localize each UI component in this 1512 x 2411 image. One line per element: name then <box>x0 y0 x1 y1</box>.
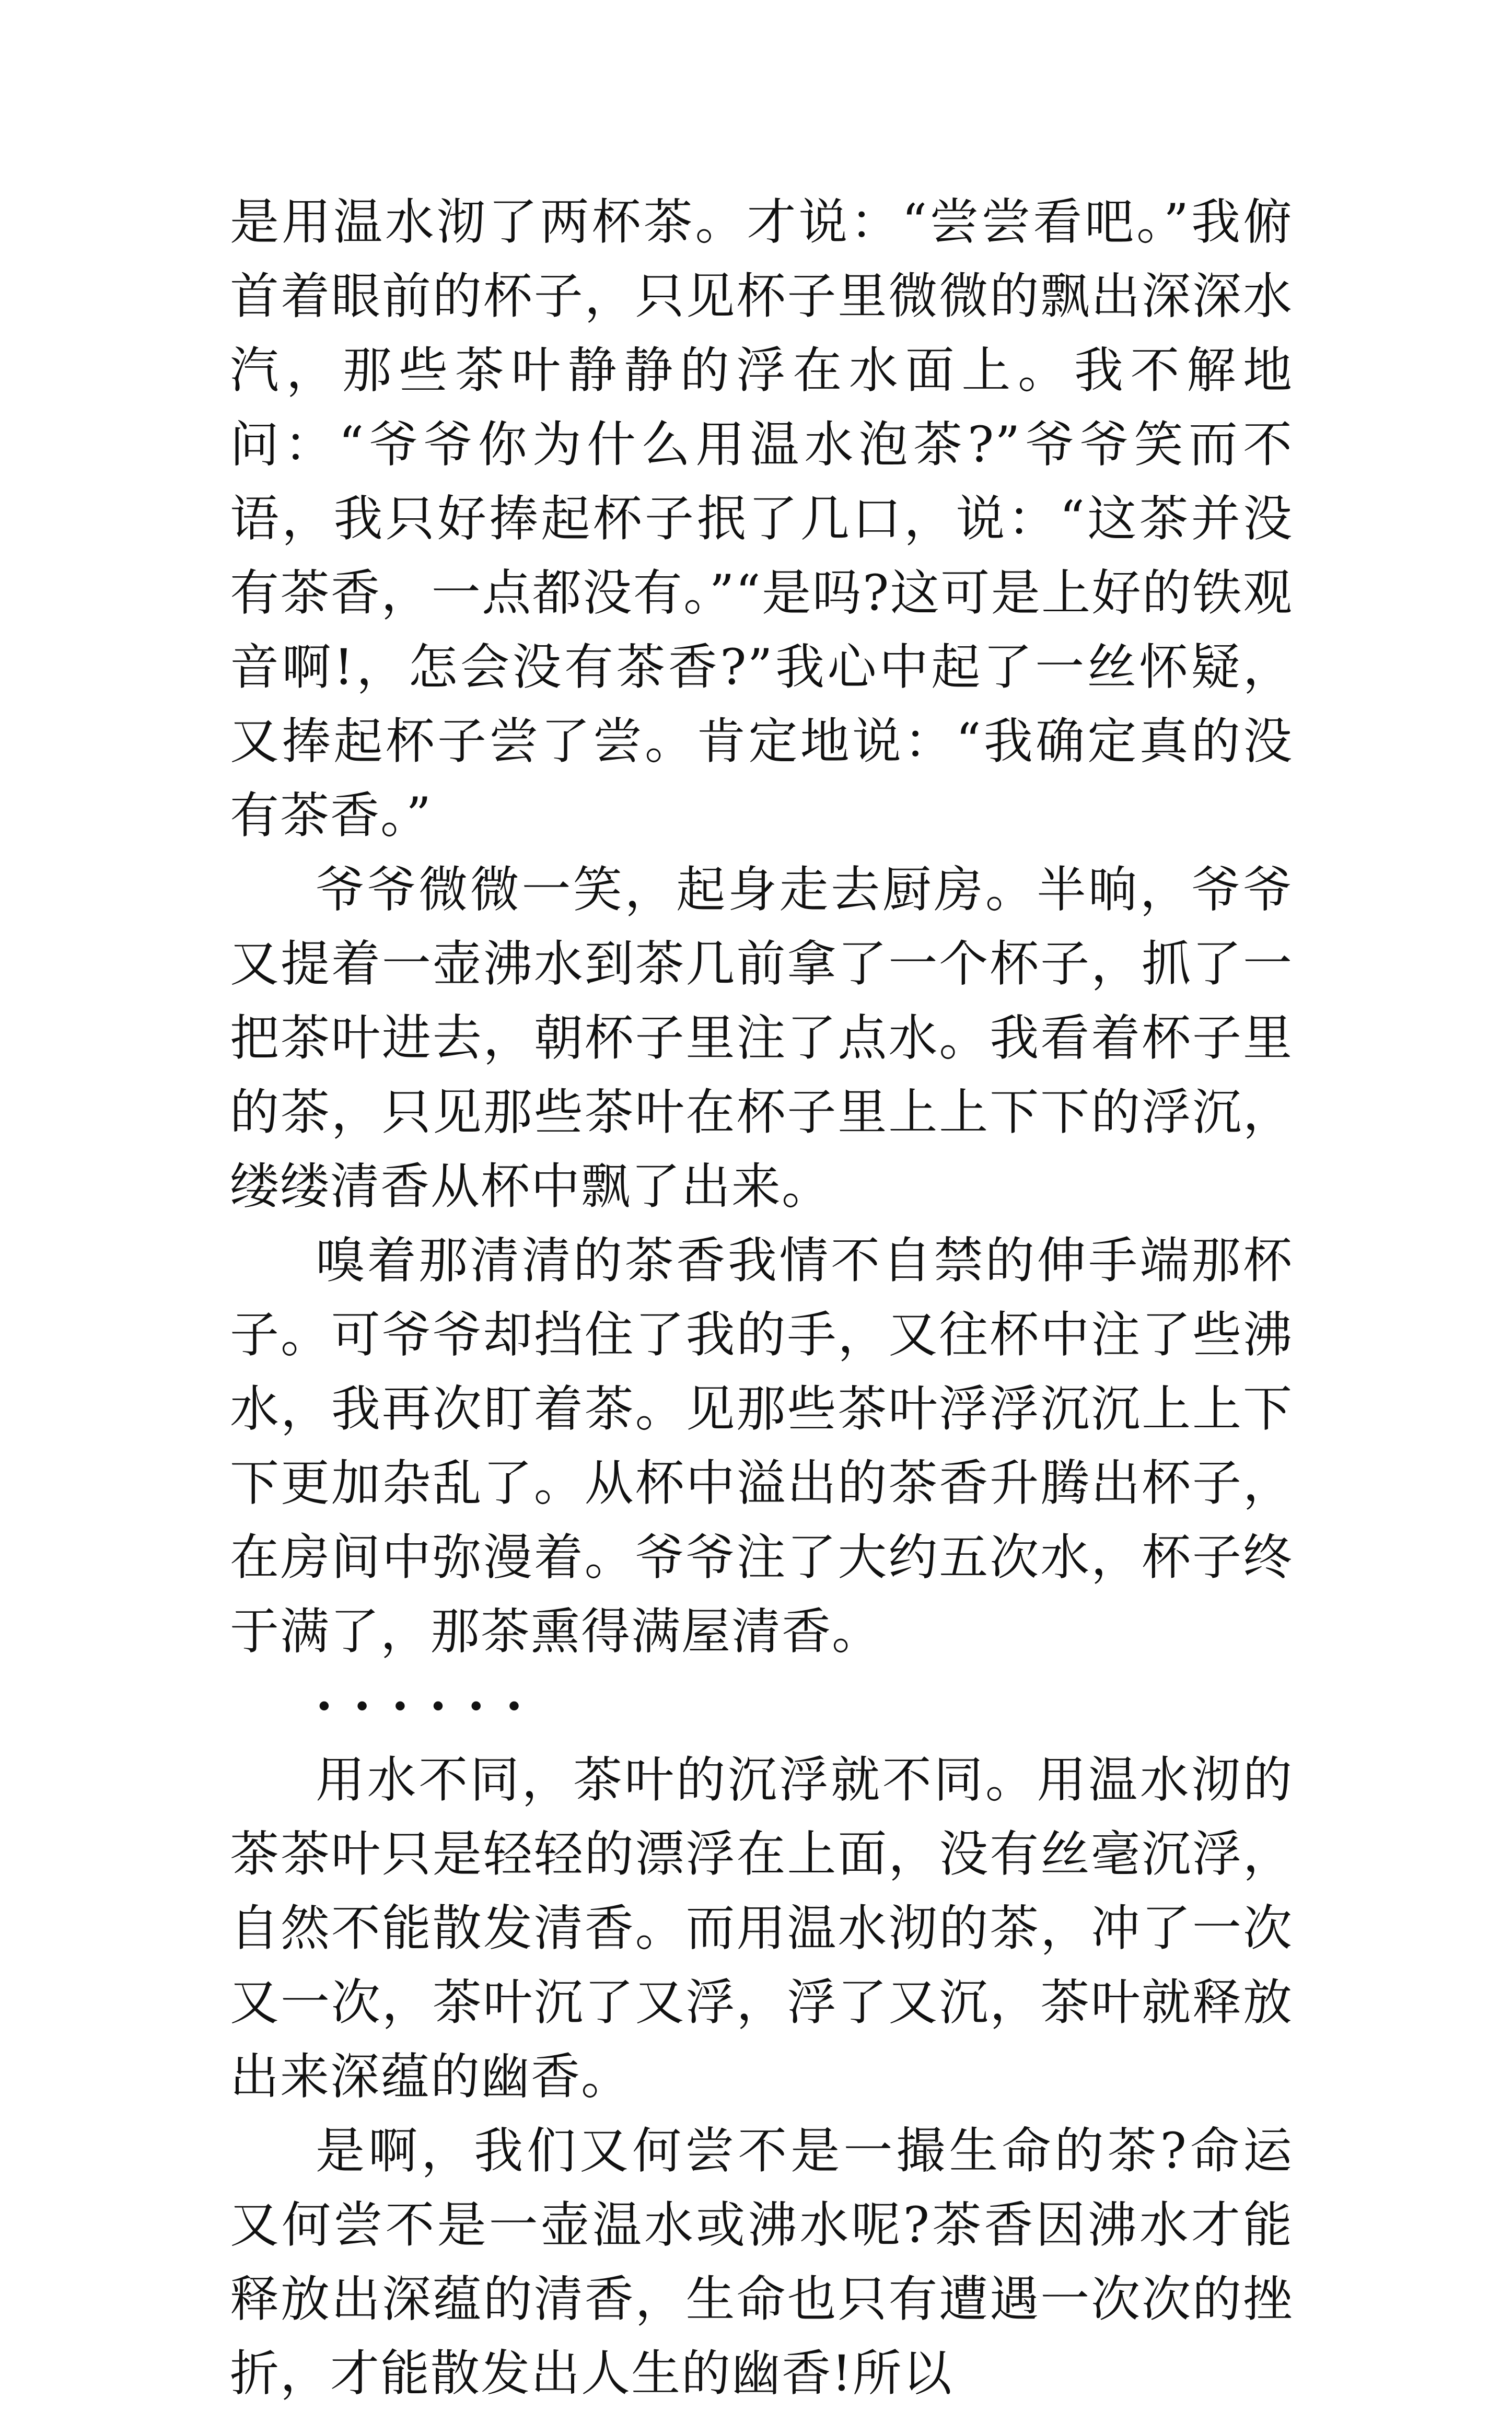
paragraph-1: 是用温水沏了两杯茶。才说：“尝尝看吧。”我俯首着眼前的杯子，只见杯子里微微的飘出深深水汽，那些茶叶静静的浮在水面上。我不解地问：“爷爷你为什么用温水泡茶?”爷爷笑而不语，我只好捧起杯子抿了几口，说：“这茶并没有茶香，一点都没有。”“是吗?这可是上好的铁观音啊!，怎会没有茶香?”我心中起了一丝怀疑，又捧起杯子尝了尝。肯定地说：“我确定真的没有茶香。” <box>230 194 1293 844</box>
paragraph-5: 是啊，我们又何尝不是一撮生命的茶?命运又何尝不是一壶温水或沸水呢?茶香因沸水才能释放出深蕴的清香，生命也只有遭遇一次次的挫折，才能散发出人生的幽香!所以 <box>230 2123 1293 2402</box>
body-text <box>230 185 1293 2411</box>
section-ellipsis: ······ <box>316 1678 544 1735</box>
paragraph-4: 用水不同，茶叶的沉浮就不同。用温水沏的茶茶叶只是轻轻的漂浮在上面，没有丝毫沉浮，自然不能散发清香。而用温水沏的茶，冲了一次又一次，茶叶沉了又浮，浮了又沉，茶叶就释放出来深蕴的幽香。 <box>230 1752 1293 2105</box>
paragraph-2: 爷爷微微一笑，起身走去厨房。半晌，爷爷又提着一壶沸水到茶几前拿了一个杯子，抓了一把茶叶进去，朝杯子里注了点水。我看着杯子里的茶，只见那些茶叶在杯子里上上下下的浮沉，缕缕清香从杯中飘了出来。 <box>230 861 1293 1215</box>
paragraph-3: 嗅着那清清的茶香我情不自禁的伸手端那杯子。可爷爷却挡住了我的手，又往杯中注了些沸水，我再次盯着茶。见那些茶叶浮浮沉沉上上下下更加杂乱了。从杯中溢出的茶香升腾出杯子，在房间中弥漫着。爷爷注了大约五次水，杯子终于满了，那茶熏得满屋清香。 <box>230 1232 1293 1660</box>
